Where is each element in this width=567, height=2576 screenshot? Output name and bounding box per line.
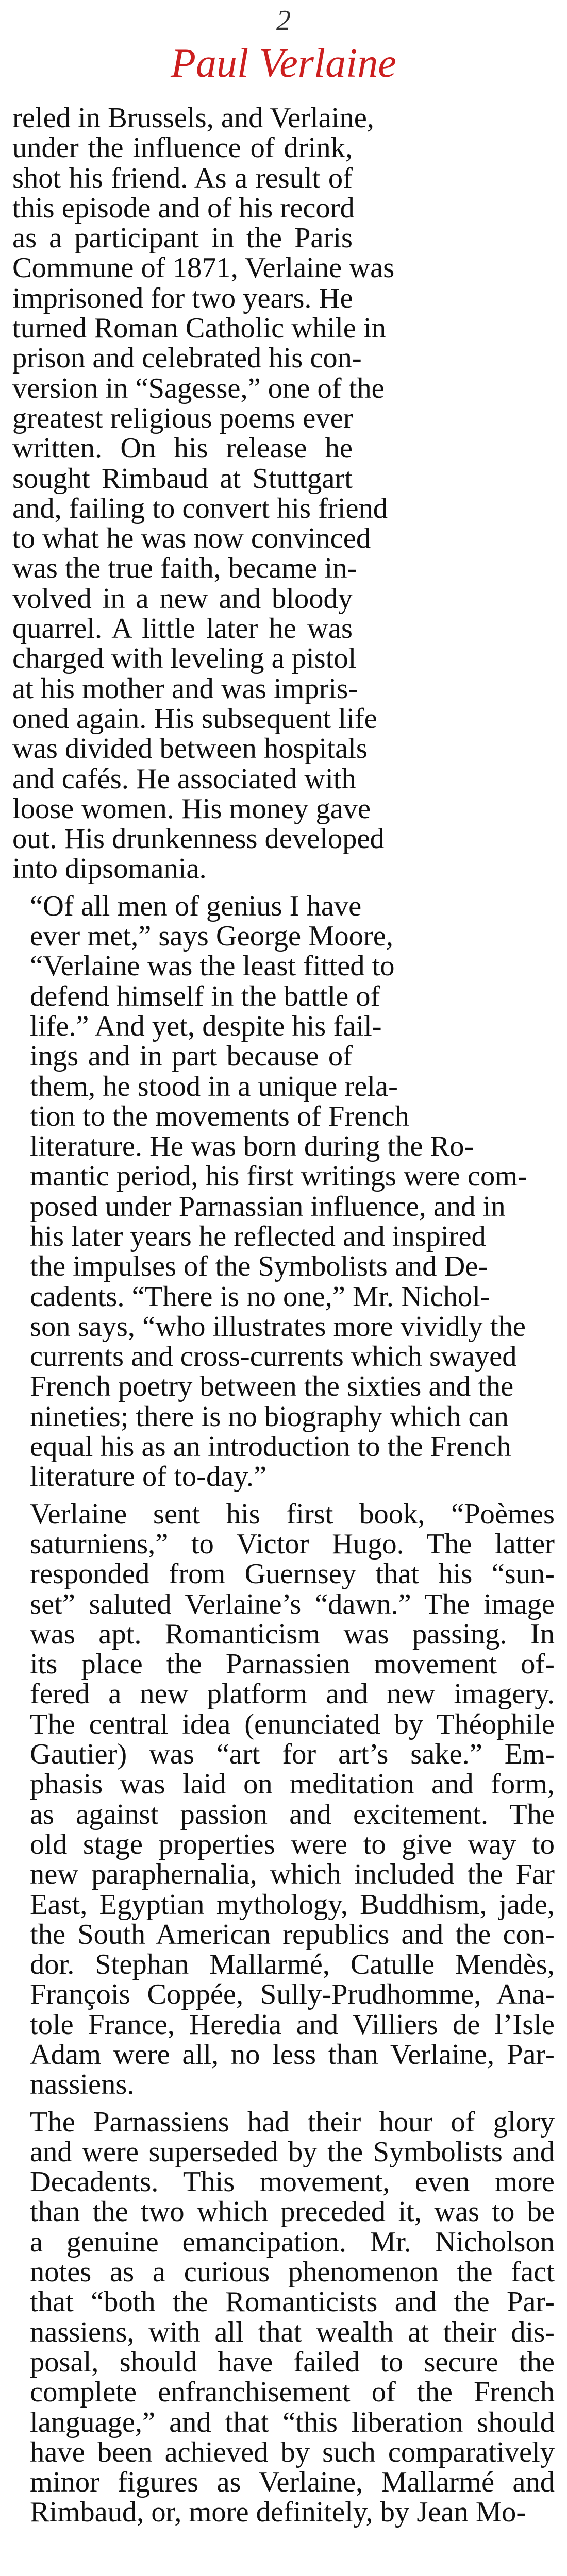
text-line: fered a new platform and new imagery. [30,1678,555,1710]
text-line: posed under Parnassian influence, and in [30,1190,506,1223]
text-line: version in “Sagesse,” one of the [12,372,385,404]
text-line: old stage properties were to give way to [30,1828,555,1860]
text-line: under the influence of drink, [12,132,353,164]
text-line: dor. Stephan Mallarmé, Catulle Mendès, [30,1948,555,1981]
text-line: into dipsomania. [12,853,207,885]
text-line: a genuine emancipation. Mr. Nicholson [30,2226,555,2258]
running-head: Paul Verlaine [171,41,396,86]
text-line: mantic period, his first writings were com- [30,1160,527,1193]
text-line: new paraphernalia, which included the Far [30,1858,555,1891]
text-line: the impulses of the Symbolists and De- [30,1250,488,1283]
text-line: minor figures as Verlaine, Mallarmé and [30,2466,555,2499]
text-line: quarrel. A little later he was [12,613,353,645]
text-line: tion to the movements of French [30,1100,409,1132]
text-line: French poetry between the sixties and the [30,1370,514,1403]
text-line: life.” And yet, despite his fail- [30,1010,382,1042]
text-line: Verlaine sent his first book, “Poèmes [30,1498,555,1530]
text-line: son says, “who illustrates more vividly the [30,1310,526,1343]
text-line: have been achieved by such comparatively [30,2436,555,2468]
paragraph-3 [12,1499,555,2100]
article-body [12,103,555,2528]
text-line: shot his friend. As a result of [12,162,353,194]
text-line: loose women. His money gave [12,792,371,825]
text-line: was divided between hospitals [12,733,368,765]
page-number: 2 [276,5,291,37]
text-line: ings and in part because of [30,1040,353,1073]
text-line: them, he stood in a unique rela- [30,1070,398,1103]
text-line: The Parnassiens had their hour of glory [30,2106,555,2138]
text-line: charged with leveling a pistol [12,642,357,675]
text-line: to what he was now convinced [12,522,371,555]
text-line: nassiens, with all that wealth at their dis- [30,2316,555,2348]
text-line: was the true faith, became in- [12,552,357,585]
text-line: notes as a curious phenomenon the fact [30,2256,555,2289]
paragraph-2 [12,890,527,1493]
text-line: currents and cross-currents which swayed [30,1341,517,1373]
text-line: language,” and that “this liberation should [30,2406,555,2438]
text-line: Gautier) was “art for art’s sake.” Em- [30,1738,555,1771]
text-line: as against passion and excitement. The [30,1798,555,1831]
text-line: François Coppée, Sully-Prudhomme, Ana- [30,1978,555,2011]
text-line: literature of to-day.” [30,1461,267,1493]
paragraph-4 [12,2107,555,2528]
text-line: than the two which preceded it, was to be [30,2196,555,2228]
text-line: that “both the Romanticists and the Par- [30,2286,555,2318]
paragraph-1 [12,102,395,885]
text-line: cadents. “There is no one,” Mr. Nichol- [30,1280,490,1313]
text-line: Commune of 1871, Verlaine was [12,252,395,284]
text-line: The central idea (enunciated by Théophile [30,1708,555,1740]
text-line: this episode and of his record [12,192,355,224]
text-line: at his mother and was impris- [12,672,358,705]
text-line: out. His drunkenness developed [12,823,385,855]
text-line: his later years he reflected and inspired [30,1220,486,1252]
text-line: East, Egyptian mythology, Buddhism, jade, [30,1888,555,1921]
text-line: responded from Guernsey that his “sun- [30,1558,555,1590]
text-line: written. On his release he [12,432,353,465]
text-line: volved in a new and bloody [12,582,353,615]
text-line: and, failing to convert his friend [12,492,388,524]
text-line: literature. He was born during the Ro- [30,1130,474,1163]
text-line: set” saluted Verlaine’s “dawn.” The image [30,1588,555,1620]
text-line: prison and celebrated his con- [12,342,362,375]
text-line: as a participant in the Paris [12,222,353,255]
text-line: saturniens,” to Victor Hugo. The latter [30,1528,555,1560]
text-line: oned again. His subsequent life [12,702,377,735]
text-line: “Verlaine was the least fitted to [30,950,395,982]
text-line: imprisoned for two years. He [12,282,353,314]
text-line: phasis was laid on meditation and form, [30,1768,555,1801]
text-line: Decadents. This movement, even more [30,2166,555,2198]
text-line: greatest religious poems ever [12,402,353,434]
text-line: posal, should have failed to secure the [30,2346,555,2378]
text-line: defend himself in the battle of [30,980,380,1012]
text-line: and were superseded by the Symbolists and [30,2136,555,2168]
text-line: sought Rimbaud at Stuttgart [12,462,353,495]
text-line: Rimbaud, or, more definitely, by Jean Mo- [30,2496,526,2529]
text-line: the South American republics and the con- [30,1918,555,1951]
text-line: equal his as an introduction to the French [30,1431,511,1463]
text-line: complete enfranchisement of the French [30,2376,555,2409]
text-line: tole France, Heredia and Villiers de l’Isle [30,2008,555,2041]
text-line: ever met,” says George Moore, [30,920,393,953]
text-line: turned Roman Catholic while in [12,312,386,345]
text-line: nassiens. [30,2069,135,2101]
text-line: reled in Brussels, and Verlaine, [12,102,374,134]
text-line: and cafés. He associated with [12,762,356,795]
text-line: was apt. Romanticism was passing. In [30,1618,555,1650]
text-line: its place the Parnassien movement of- [30,1648,555,1681]
text-line: “Of all men of genius I have [30,890,362,922]
text-line: nineties; there is no biography which can [30,1400,509,1433]
text-line: Adam were all, no less than Verlaine, Par- [30,2039,555,2071]
